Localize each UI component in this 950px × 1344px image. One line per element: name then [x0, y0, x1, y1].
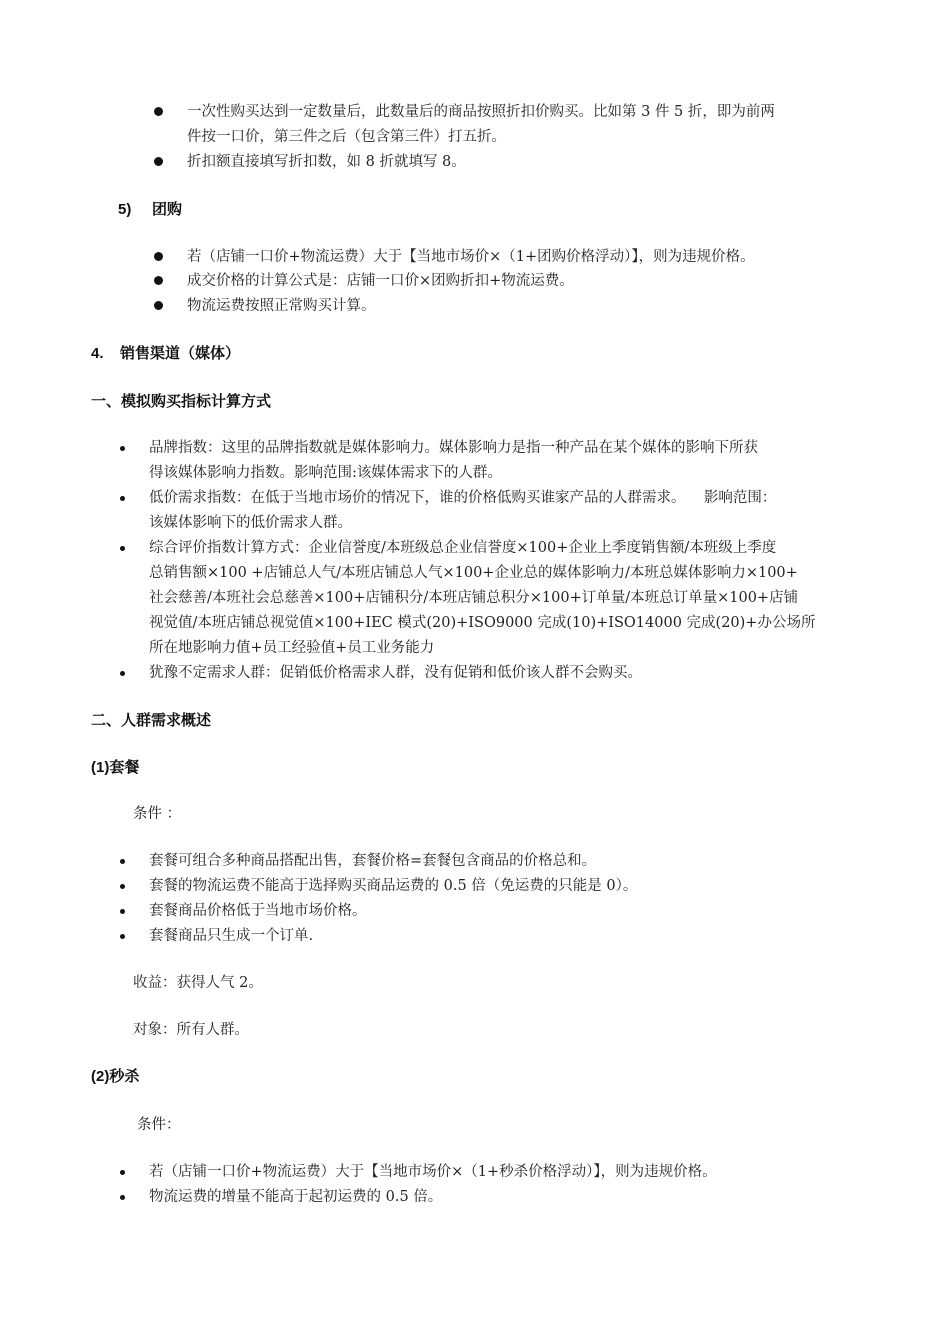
bullet-dot — [120, 1170, 125, 1175]
group-buy-number: 5) — [118, 201, 132, 218]
bullet-dot — [154, 107, 163, 116]
group-buy-bullet-3: 物流运费按照正常购买计算。 — [187, 298, 376, 314]
bullet-dot — [120, 496, 125, 501]
bullet-dot — [120, 859, 125, 864]
discount-bullet-2: 折扣额直接填写折扣数，如 8 折就填写 8。 — [187, 154, 466, 170]
package-bullet-2: 套餐的物流运费不能高于选择购买商品运费的 0.5 倍（免运费的只能是 0）。 — [149, 878, 638, 894]
part1-heading: 一、模拟购买指标计算方式 — [91, 393, 272, 410]
section-4-heading — [91, 344, 240, 364]
bullet-dot — [120, 934, 125, 939]
part1-bullet-2-line-1: 低价需求指数：在低于当地市场价的情况下，谁的价格低购买谁家产品的人群需求。 影响范围： — [149, 490, 777, 506]
part1-bullet-3-line-5: 所在地影响力值+员工经验值+员工业务能力 — [149, 640, 435, 656]
flash-sale-bullet-1: 若（店铺一口价+物流运费）大于【当地市场价×（1+秒杀价格浮动）】，则为违规价格。 — [149, 1164, 717, 1180]
package-bullet-4: 套餐商品只生成一个订单. — [149, 928, 314, 944]
part1-bullet-3-line-1: 综合评价指数计算方式：企业信誉度/本班级总企业信誉度×100+企业上季度销售额/本班级上季度 — [149, 540, 777, 556]
flash-sale-heading: (2)秒杀 — [91, 1068, 140, 1085]
bullet-dot — [120, 546, 125, 551]
group-buy-bullet-2: 成交价格的计算公式是：店铺一口价×团购折扣+物流运费。 — [187, 273, 574, 289]
group-buy-title: 团购 — [152, 201, 183, 218]
bullet-dot — [154, 276, 163, 285]
part1-bullet-4: 犹豫不定需求人群：促销低价格需求人群，没有促销和低价该人群不会购买。 — [149, 665, 642, 681]
part1-bullet-1-line-2: 得该媒体影响力指数。影响范围:该媒体需求下的人群。 — [149, 465, 502, 481]
bullet-dot — [154, 252, 163, 261]
section-4-number: 4. — [91, 345, 104, 362]
package-bullet-3: 套餐商品价格低于当地市场价格。 — [149, 903, 367, 919]
part2-heading: 二、人群需求概述 — [91, 712, 212, 729]
package-target: 对象：所有人群。 — [133, 1022, 249, 1038]
part1-bullet-1-line-1: 品牌指数：这里的品牌指数就是媒体影响力。媒体影响力是指一种产品在某个媒体的影响下所获 — [149, 440, 758, 456]
package-condition: 条件 ： — [133, 806, 182, 822]
bullet-dot — [154, 301, 163, 310]
bullet-dot — [120, 671, 125, 676]
package-heading: (1)套餐 — [91, 759, 140, 776]
discount-bullet-1-line-2: 件按一口价，第三件之后（包含第三件）打五折。 — [187, 129, 506, 145]
group-buy-heading — [118, 200, 182, 220]
bullet-dot — [120, 1195, 125, 1200]
group-buy-bullet-1: 若（店铺一口价+物流运费）大于【当地市场价×（1+团购价格浮动）】，则为违规价格。 — [187, 249, 755, 265]
discount-bullet-1-line-1: 一次性购买达到一定数量后，此数量后的商品按照折扣价购买。比如第 3 件 5 折，即为前两 — [187, 104, 775, 120]
part1-bullet-3-line-4: 视觉值/本班店铺总视觉值×100+IEC 模式(20)+ISO9000 完成(10)+ISO14000 完成(20)+办公场所 — [149, 615, 816, 631]
part1-bullet-3-line-2: 总销售额×100 +店铺总人气/本班店铺总人气×100+企业总的媒体影响力/本班总媒体影响力×100+ — [149, 565, 798, 581]
package-income: 收益：获得人气 2。 — [133, 975, 263, 991]
part1-bullet-2-line-2: 该媒体影响下的低价需求人群。 — [149, 515, 352, 531]
bullet-dot — [120, 909, 125, 914]
bullet-dot — [120, 446, 125, 451]
bullet-dot — [154, 157, 163, 166]
package-bullet-1: 套餐可组合多种商品搭配出售，套餐价格=套餐包含商品的价格总和。 — [149, 853, 597, 869]
part1-bullet-3-line-3: 社会慈善/本班社会总慈善×100+店铺积分/本班店铺总积分×100+订单量/本班总订单量×100+店铺 — [149, 590, 799, 606]
flash-sale-condition: 条件： — [137, 1117, 181, 1133]
section-4-title: 销售渠道（媒体） — [120, 345, 241, 362]
flash-sale-bullet-2: 物流运费的增量不能高于起初运费的 0.5 倍。 — [149, 1189, 443, 1205]
bullet-dot — [120, 884, 125, 889]
